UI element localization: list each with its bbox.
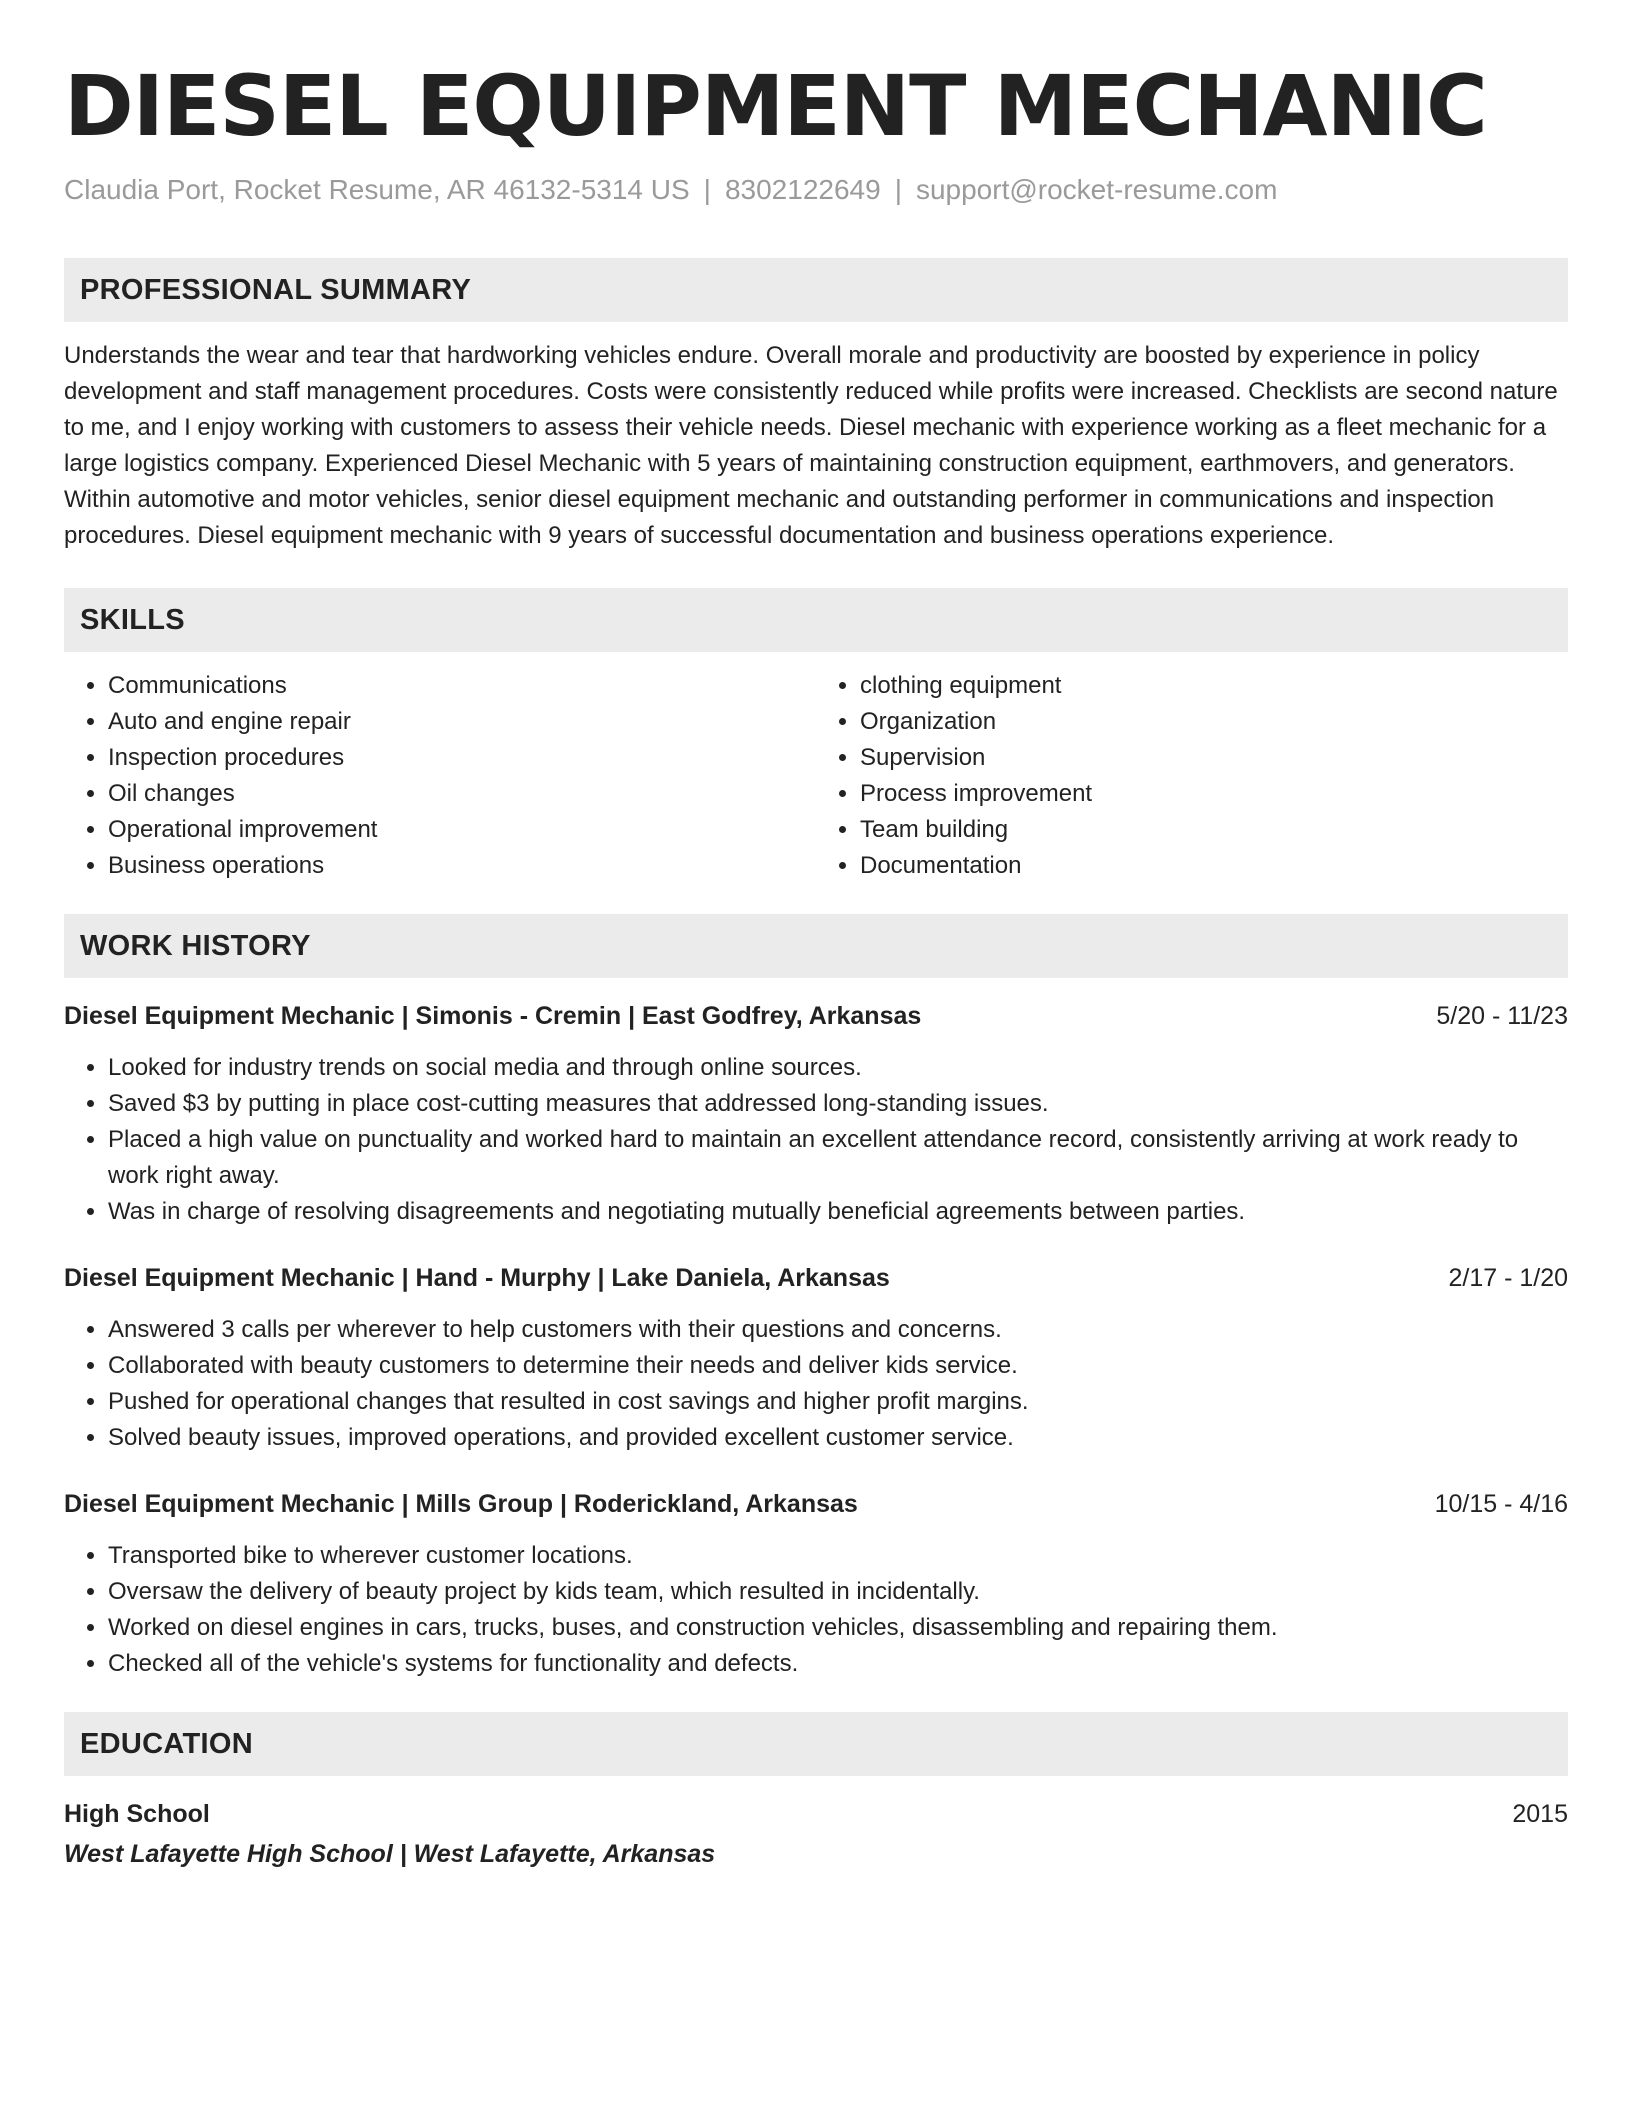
contact-phone: 8302122649 bbox=[724, 174, 881, 205]
job-title-row bbox=[64, 1260, 1568, 1296]
job-entry bbox=[64, 1260, 1568, 1456]
skill-item: • Organization bbox=[860, 704, 1568, 740]
skill-item: • Process improvement bbox=[860, 776, 1568, 812]
summary-text: Understands the wear and tear that hardworking vehicles endure. Overall morale and productivity are boosted by experience in policy development and staff management procedures. Costs were consistently reduced while profits were increased. Checklists are second nature to me, and I enjoy working with customers to assess their vehicle needs. Diesel mechanic with experience working as a fleet mechanic for a large logistics company. Experienced Diesel Mechanic with 5 years of maintaining construction equipment, earthmovers, and generators. Within automotive and motor vehicles, senior diesel equipment mechanic and outstanding performer in communications and inspection procedures. Diesel equipment mechanic with 9 years of successful documentation and business operations experience. bbox=[64, 342, 1558, 549]
skill-item: • Supervision bbox=[860, 740, 1568, 776]
job-bullet: • Checked all of the vehicle's systems for functionality and defects. bbox=[108, 1646, 1568, 1682]
skill-item: • Auto and engine repair bbox=[108, 704, 816, 740]
job-entry bbox=[64, 998, 1568, 1230]
job-bullets bbox=[64, 1538, 1568, 1682]
section-header-summary: PROFESSIONAL SUMMARY bbox=[64, 258, 1568, 322]
section-header-education: EDUCATION bbox=[64, 1712, 1568, 1776]
skill-item: • Oil changes bbox=[108, 776, 816, 812]
skill-item: • Inspection procedures bbox=[108, 740, 816, 776]
job-bullet: • Was in charge of resolving disagreements and negotiating mutually beneficial agreements between parties. bbox=[108, 1194, 1568, 1230]
job-bullet: • Pushed for operational changes that resulted in cost savings and higher profit margins. bbox=[108, 1384, 1568, 1420]
skill-item: • clothing equipment bbox=[860, 668, 1568, 704]
contact-address: Claudia Port, Rocket Resume, AR 46132-5314 US bbox=[64, 174, 690, 205]
job-bullet: • Looked for industry trends on social media and through online sources. bbox=[108, 1050, 1568, 1086]
contact-separator: | bbox=[894, 174, 902, 205]
contact-email: support@rocket-resume.com bbox=[915, 174, 1278, 205]
job-bullet: • Answered 3 calls per wherever to help customers with their questions and concerns. bbox=[108, 1312, 1568, 1348]
job-dates: 2/17 - 1/20 bbox=[1448, 1264, 1568, 1292]
skill-item: • Operational improvement bbox=[108, 812, 816, 848]
section-header-work-history: WORK HISTORY bbox=[64, 914, 1568, 978]
job-bullet: • Collaborated with beauty customers to determine their needs and deliver kids service. bbox=[108, 1348, 1568, 1384]
job-bullet: • Placed a high value on punctuality and worked hard to maintain an excellent attendance record, consistently arriving at work ready to work right away. bbox=[108, 1122, 1568, 1194]
skill-item: • Communications bbox=[108, 668, 816, 704]
job-dates: 10/15 - 4/16 bbox=[1434, 1490, 1568, 1518]
job-dates: 5/20 - 11/23 bbox=[1436, 1002, 1568, 1030]
job-bullet: • Saved $3 by putting in place cost-cutting measures that addressed long-standing issues. bbox=[108, 1086, 1568, 1122]
resume-name: DIESEL EQUIPMENT MECHANIC bbox=[64, 57, 1487, 155]
contact-line bbox=[64, 172, 1568, 208]
education-entry bbox=[64, 1796, 1568, 1872]
education-degree: High School bbox=[64, 1800, 210, 1828]
education-row bbox=[64, 1796, 1568, 1832]
job-bullets bbox=[64, 1312, 1568, 1456]
skill-item: • Documentation bbox=[860, 848, 1568, 884]
job-title: Diesel Equipment Mechanic | Hand - Murphy | Lake Daniela, Arkansas bbox=[64, 1264, 890, 1292]
job-entry bbox=[64, 1486, 1568, 1682]
job-title: Diesel Equipment Mechanic | Mills Group | Roderickland, Arkansas bbox=[64, 1490, 858, 1518]
skill-item: • Business operations bbox=[108, 848, 816, 884]
job-bullet: • Solved beauty issues, improved operations, and provided excellent customer service. bbox=[108, 1420, 1568, 1456]
job-title-row bbox=[64, 1486, 1568, 1522]
education-year: 2015 bbox=[1512, 1800, 1568, 1828]
skills-column-left bbox=[64, 668, 816, 884]
job-bullet: • Transported bike to wherever customer locations. bbox=[108, 1538, 1568, 1574]
education-school: West Lafayette High School | West Lafayette, Arkansas bbox=[64, 1840, 716, 1868]
section-header-skills: SKILLS bbox=[64, 588, 1568, 652]
contact-separator: | bbox=[703, 174, 711, 205]
job-bullet: • Oversaw the delivery of beauty project by kids team, which resulted in incidentally. bbox=[108, 1574, 1568, 1610]
skill-item: • Team building bbox=[860, 812, 1568, 848]
job-title-row bbox=[64, 998, 1568, 1034]
skills-list bbox=[64, 668, 1568, 884]
job-bullet: • Worked on diesel engines in cars, trucks, buses, and construction vehicles, disassembling and repairing them. bbox=[108, 1610, 1568, 1646]
job-bullets bbox=[64, 1050, 1568, 1230]
job-title: Diesel Equipment Mechanic | Simonis - Cremin | East Godfrey, Arkansas bbox=[64, 1002, 922, 1030]
skills-column-right bbox=[816, 668, 1568, 884]
